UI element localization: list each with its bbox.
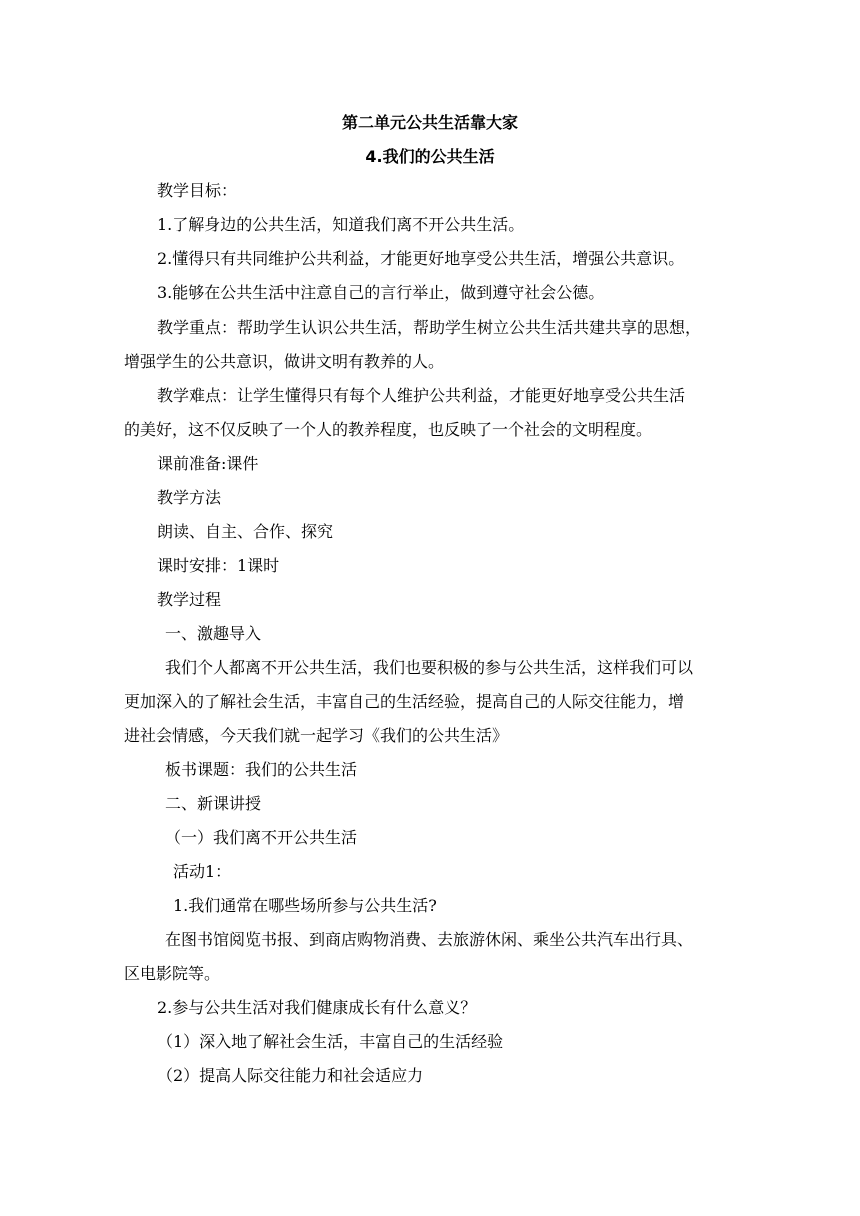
paragraph-line: 进社会情感，今天我们就一起学习《我们的公共生活》 (124, 726, 509, 745)
lesson-title: 4.我们的公共生活 (365, 147, 495, 166)
paragraph-line: 在图书馆阅览书报、到商店购物消费、去旅游休闲、乘坐公共汽车出行具、 (165, 930, 694, 949)
paragraph-line: 更加深入的了解社会生活，丰富自己的生活经验，提高自己的人际交往能力，增 (124, 692, 685, 711)
paragraph-line: 的美好，这不仅反映了一个人的教养程度，也反映了一个社会的文明程度。 (124, 420, 653, 439)
paragraph-line: 3.能够在公共生活中注意自己的言行举止，做到遵守社会公德。 (157, 283, 605, 302)
paragraph-line: 板书课题：我们的公共生活 (165, 760, 358, 779)
paragraph-line: 教学难点：让学生懂得只有每个人维护公共利益，才能更好地享受公共生活 (157, 386, 686, 405)
paragraph-line: 朗读、自主、合作、探究 (157, 522, 334, 541)
paragraph-line: 2.参与公共生活对我们健康成长有什么意义？ (157, 998, 477, 1017)
paragraph-line: （1）深入地了解社会生活，丰富自己的生活经验 (157, 1032, 504, 1051)
paragraph-line: 教学方法 (157, 488, 222, 507)
paragraph-line: 教学目标： (157, 181, 238, 200)
paragraph-line: （一）我们离不开公共生活 (165, 828, 358, 847)
paragraph-line: 课时安排：1课时 (157, 556, 280, 575)
paragraph-line: 我们个人都离不开公共生活，我们也要积极的参与公共生活，这样我们可以 (165, 658, 694, 677)
paragraph-line: 区电影院等。 (124, 964, 221, 983)
paragraph-line: 教学重点：帮助学生认识公共生活，帮助学生树立公共生活共建共享的思想， (157, 318, 702, 337)
unit-title: 第二单元公共生活靠大家 (341, 113, 518, 132)
paragraph-line: 增强学生的公共意识，做讲文明有教养的人。 (124, 352, 445, 371)
paragraph-line: 活动1： (173, 862, 232, 881)
paragraph-line: 1.了解身边的公共生活，知道我们离不开公共生活。 (157, 215, 525, 234)
paragraph-line: 2.懂得只有共同维护公共利益，才能更好地享受公共生活，增强公共意识。 (157, 249, 685, 268)
paragraph-line: 1.我们通常在哪些场所参与公共生活? (173, 896, 437, 915)
paragraph-line: （2）提高人际交往能力和社会适应力 (157, 1066, 424, 1085)
paragraph-line: 课前准备:课件 (157, 454, 259, 473)
paragraph-line: 二、新课讲授 (165, 794, 262, 813)
paragraph-line: 一、激趣导入 (165, 624, 262, 643)
paragraph-line: 教学过程 (157, 590, 222, 609)
